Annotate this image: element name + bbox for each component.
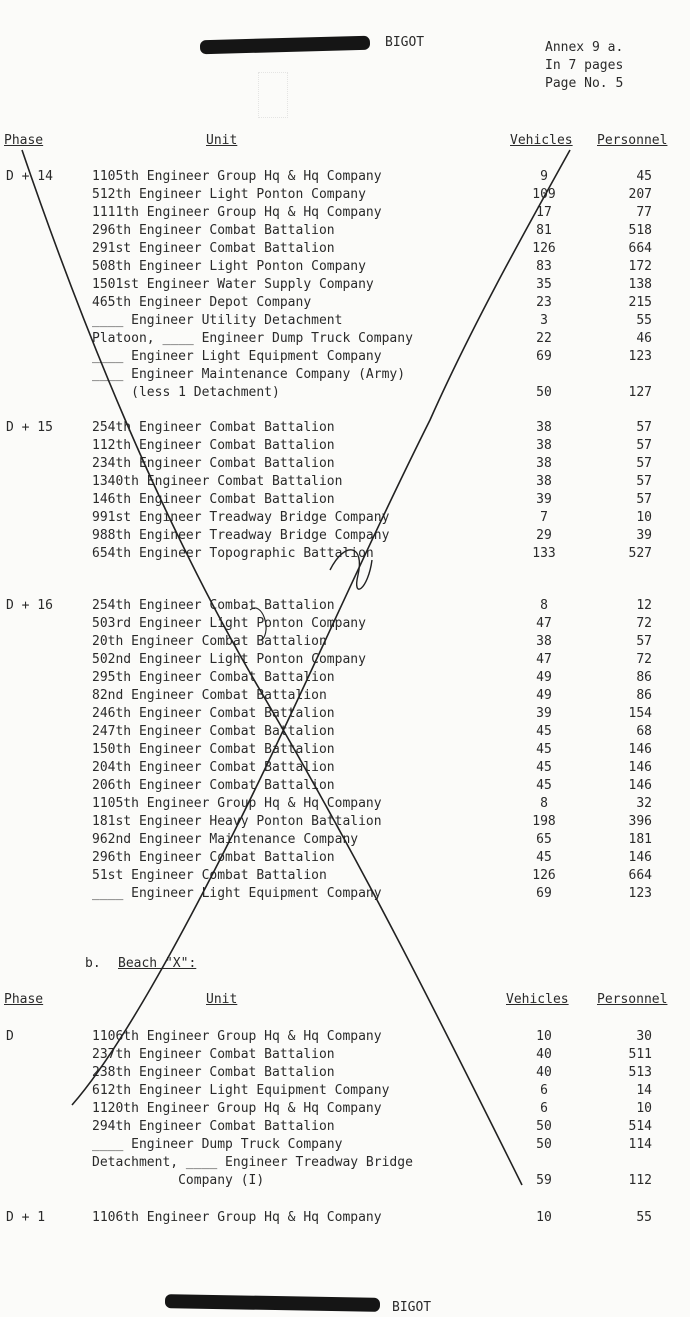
- vehicles-value: 81: [536, 223, 552, 238]
- phase-label: D: [6, 1029, 14, 1044]
- vehicles-value: 59: [536, 1173, 552, 1188]
- vehicles-value: 35: [536, 277, 552, 292]
- unit-name: 237th Engineer Combat Battalion: [92, 1047, 335, 1062]
- vehicles-value: 38: [536, 438, 552, 453]
- personnel-value: 664: [628, 241, 652, 256]
- vehicles-value: 83: [536, 259, 552, 274]
- unit-name: Platoon, ____ Engineer Dump Truck Company: [92, 331, 413, 346]
- unit-name: 1106th Engineer Group Hq & Hq Company: [92, 1210, 382, 1225]
- unit-name: ____ Engineer Light Equipment Company: [92, 886, 382, 901]
- vehicles-value: 40: [536, 1047, 552, 1062]
- vehicles-value: 38: [536, 634, 552, 649]
- vehicles-value: 39: [536, 706, 552, 721]
- vehicles-value: 126: [532, 868, 556, 883]
- unit-name: 247th Engineer Combat Battalion: [92, 724, 335, 739]
- unit-name: 294th Engineer Combat Battalion: [92, 1119, 335, 1134]
- personnel-value: 138: [628, 277, 652, 292]
- vehicles-value: 198: [532, 814, 556, 829]
- unit-name: 1501st Engineer Water Supply Company: [92, 277, 374, 292]
- vehicles-value: 45: [536, 724, 552, 739]
- personnel-value: 57: [636, 456, 652, 471]
- col-header-personnel: Personnel: [597, 133, 668, 148]
- vehicles-value: 49: [536, 688, 552, 703]
- vehicles-value: 6: [540, 1101, 548, 1116]
- unit-name: 234th Engineer Combat Battalion: [92, 456, 335, 471]
- unit-name: 503rd Engineer Light Ponton Company: [92, 616, 366, 631]
- personnel-value: 215: [628, 295, 652, 310]
- phase-label: D + 1: [6, 1210, 46, 1225]
- personnel-value: 39: [636, 528, 652, 543]
- vehicles-value: 65: [536, 832, 552, 847]
- personnel-value: 146: [628, 742, 652, 757]
- personnel-value: 12: [636, 598, 652, 613]
- personnel-value: 45: [636, 169, 652, 184]
- strike-line-right: [72, 150, 570, 1105]
- unit-name: 295th Engineer Combat Battalion: [92, 670, 335, 685]
- unit-name: 20th Engineer Combat Battalion: [92, 634, 327, 649]
- personnel-value: 57: [636, 474, 652, 489]
- vehicles-value: 7: [540, 510, 548, 525]
- unit-name: 150th Engineer Combat Battalion: [92, 742, 335, 757]
- header-classification: BIGOT: [385, 35, 425, 50]
- unit-name: 146th Engineer Combat Battalion: [92, 492, 335, 507]
- section-b-label: b.: [85, 956, 101, 971]
- personnel-value: 146: [628, 778, 652, 793]
- personnel-value: 55: [636, 313, 652, 328]
- unit-name: 508th Engineer Light Ponton Company: [92, 259, 366, 274]
- personnel-value: 57: [636, 492, 652, 507]
- unit-name: 962nd Engineer Maintenance Company: [92, 832, 359, 847]
- vehicles-value: 47: [536, 652, 552, 667]
- personnel-value: 172: [628, 259, 652, 274]
- vehicles-value: 50: [536, 385, 552, 400]
- col-header-unit: Unit: [206, 133, 238, 148]
- unit-name: 82nd Engineer Combat Battalion: [92, 688, 327, 703]
- unit-name: 502nd Engineer Light Ponton Company: [92, 652, 366, 667]
- annex-line-1: Annex 9 a.: [545, 40, 624, 55]
- vehicles-value: 69: [536, 886, 552, 901]
- col-header-unit-b: Unit: [206, 992, 238, 1007]
- vehicles-value: 29: [536, 528, 552, 543]
- strike-line-left: [22, 150, 522, 1185]
- vehicles-value: 9: [540, 169, 548, 184]
- unit-name: 1105th Engineer Group Hq & Hq Company: [92, 169, 382, 184]
- unit-name: 181st Engineer Heavy Ponton Battalion: [92, 814, 382, 829]
- phase-label: D + 16: [6, 598, 53, 613]
- vehicles-value: 133: [532, 546, 556, 561]
- personnel-value: 77: [636, 205, 652, 220]
- personnel-value: 181: [628, 832, 652, 847]
- vehicles-value: 10: [536, 1210, 552, 1225]
- vehicles-value: 22: [536, 331, 552, 346]
- personnel-value: 664: [628, 868, 652, 883]
- personnel-value: 513: [628, 1065, 652, 1080]
- vehicles-value: 50: [536, 1119, 552, 1134]
- personnel-value: 123: [628, 349, 652, 364]
- unit-name: 206th Engineer Combat Battalion: [92, 778, 335, 793]
- col-header-phase: Phase: [4, 133, 44, 148]
- personnel-value: 114: [628, 1137, 652, 1152]
- vehicles-value: 47: [536, 616, 552, 631]
- unit-name: 112th Engineer Combat Battalion: [92, 438, 335, 453]
- vehicles-value: 6: [540, 1083, 548, 1098]
- footer-classification: BIGOT: [392, 1300, 432, 1315]
- personnel-value: 146: [628, 850, 652, 865]
- vehicles-value: 3: [540, 313, 548, 328]
- unit-name: 254th Engineer Combat Battalion: [92, 420, 335, 435]
- unit-name: 1120th Engineer Group Hq & Hq Company: [92, 1101, 382, 1116]
- unit-name: Detachment, ____ Engineer Treadway Bridge: [92, 1155, 413, 1170]
- personnel-value: 46: [636, 331, 652, 346]
- personnel-value: 127: [628, 385, 652, 400]
- personnel-value: 527: [628, 546, 652, 561]
- vehicles-value: 50: [536, 1137, 552, 1152]
- personnel-value: 123: [628, 886, 652, 901]
- unit-name: 991st Engineer Treadway Bridge Company: [92, 510, 390, 525]
- unit-name: 612th Engineer Light Equipment Company: [92, 1083, 390, 1098]
- unit-name: ____ Engineer Maintenance Company (Army): [92, 367, 406, 382]
- personnel-value: 10: [636, 1101, 652, 1116]
- col-header-vehicles: Vehicles: [510, 133, 573, 148]
- vehicles-value: 45: [536, 742, 552, 757]
- phase-label: D + 14: [6, 169, 53, 184]
- vehicles-value: 38: [536, 420, 552, 435]
- unit-name: 296th Engineer Combat Battalion: [92, 850, 335, 865]
- personnel-value: 55: [636, 1210, 652, 1225]
- col-header-personnel-b: Personnel: [597, 992, 668, 1007]
- vehicles-value: 23: [536, 295, 552, 310]
- unit-name: 246th Engineer Combat Battalion: [92, 706, 335, 721]
- vehicles-value: 126: [532, 241, 556, 256]
- vehicles-value: 8: [540, 598, 548, 613]
- vehicles-value: 69: [536, 349, 552, 364]
- vehicles-value: 40: [536, 1065, 552, 1080]
- vehicles-value: 38: [536, 474, 552, 489]
- col-header-vehicles-b: Vehicles: [506, 992, 569, 1007]
- vehicles-value: 45: [536, 760, 552, 775]
- personnel-value: 207: [628, 187, 652, 202]
- vehicles-value: 17: [536, 205, 552, 220]
- personnel-value: 72: [636, 652, 652, 667]
- personnel-value: 86: [636, 688, 652, 703]
- vehicles-value: 8: [540, 796, 548, 811]
- personnel-value: 32: [636, 796, 652, 811]
- section-b-title: Beach "X":: [118, 956, 197, 971]
- unit-name: 254th Engineer Combat Battalion: [92, 598, 335, 613]
- personnel-value: 57: [636, 438, 652, 453]
- unit-name: 1111th Engineer Group Hq & Hq Company: [92, 205, 382, 220]
- unit-name: 465th Engineer Depot Company: [92, 295, 312, 310]
- unit-name: 291st Engineer Combat Battalion: [92, 241, 335, 256]
- vehicles-value: 45: [536, 778, 552, 793]
- personnel-value: 396: [628, 814, 652, 829]
- personnel-value: 14: [636, 1083, 652, 1098]
- annex-line-3: Page No. 5: [545, 76, 624, 91]
- unit-name: (less 1 Detachment): [92, 385, 280, 400]
- personnel-value: 86: [636, 670, 652, 685]
- personnel-value: 112: [628, 1173, 652, 1188]
- unit-name: 204th Engineer Combat Battalion: [92, 760, 335, 775]
- annex-line-2: In 7 pages: [545, 58, 624, 73]
- unit-name: 296th Engineer Combat Battalion: [92, 223, 335, 238]
- vehicles-value: 39: [536, 492, 552, 507]
- vehicles-value: 38: [536, 456, 552, 471]
- unit-name: 654th Engineer Topographic Battalion: [92, 546, 374, 561]
- personnel-value: 154: [628, 706, 652, 721]
- personnel-value: 10: [636, 510, 652, 525]
- unit-name: 512th Engineer Light Ponton Company: [92, 187, 366, 202]
- unit-name: ____ Engineer Light Equipment Company: [92, 349, 382, 364]
- vehicles-value: 45: [536, 850, 552, 865]
- personnel-value: 30: [636, 1029, 652, 1044]
- col-header-phase-b: Phase: [4, 992, 44, 1007]
- unit-name: 1105th Engineer Group Hq & Hq Company: [92, 796, 382, 811]
- personnel-value: 57: [636, 420, 652, 435]
- vehicles-value: 10: [536, 1029, 552, 1044]
- unit-name: Company (I): [92, 1173, 265, 1188]
- unit-name: 238th Engineer Combat Battalion: [92, 1065, 335, 1080]
- unit-name: ____ Engineer Dump Truck Company: [92, 1137, 343, 1152]
- personnel-value: 72: [636, 616, 652, 631]
- vehicles-value: 49: [536, 670, 552, 685]
- phase-label: D + 15: [6, 420, 53, 435]
- scribble-d16: [250, 608, 266, 640]
- personnel-value: 514: [628, 1119, 652, 1134]
- personnel-value: 57: [636, 634, 652, 649]
- unit-name: ____ Engineer Utility Detachment: [92, 313, 343, 328]
- unit-name: 988th Engineer Treadway Bridge Company: [92, 528, 390, 543]
- vehicles-value: 109: [532, 187, 556, 202]
- personnel-value: 146: [628, 760, 652, 775]
- personnel-value: 518: [628, 223, 652, 238]
- unit-name: 1340th Engineer Combat Battalion: [92, 474, 343, 489]
- personnel-value: 68: [636, 724, 652, 739]
- unit-name: 1106th Engineer Group Hq & Hq Company: [92, 1029, 382, 1044]
- personnel-value: 511: [628, 1047, 652, 1062]
- unit-name: 51st Engineer Combat Battalion: [92, 868, 327, 883]
